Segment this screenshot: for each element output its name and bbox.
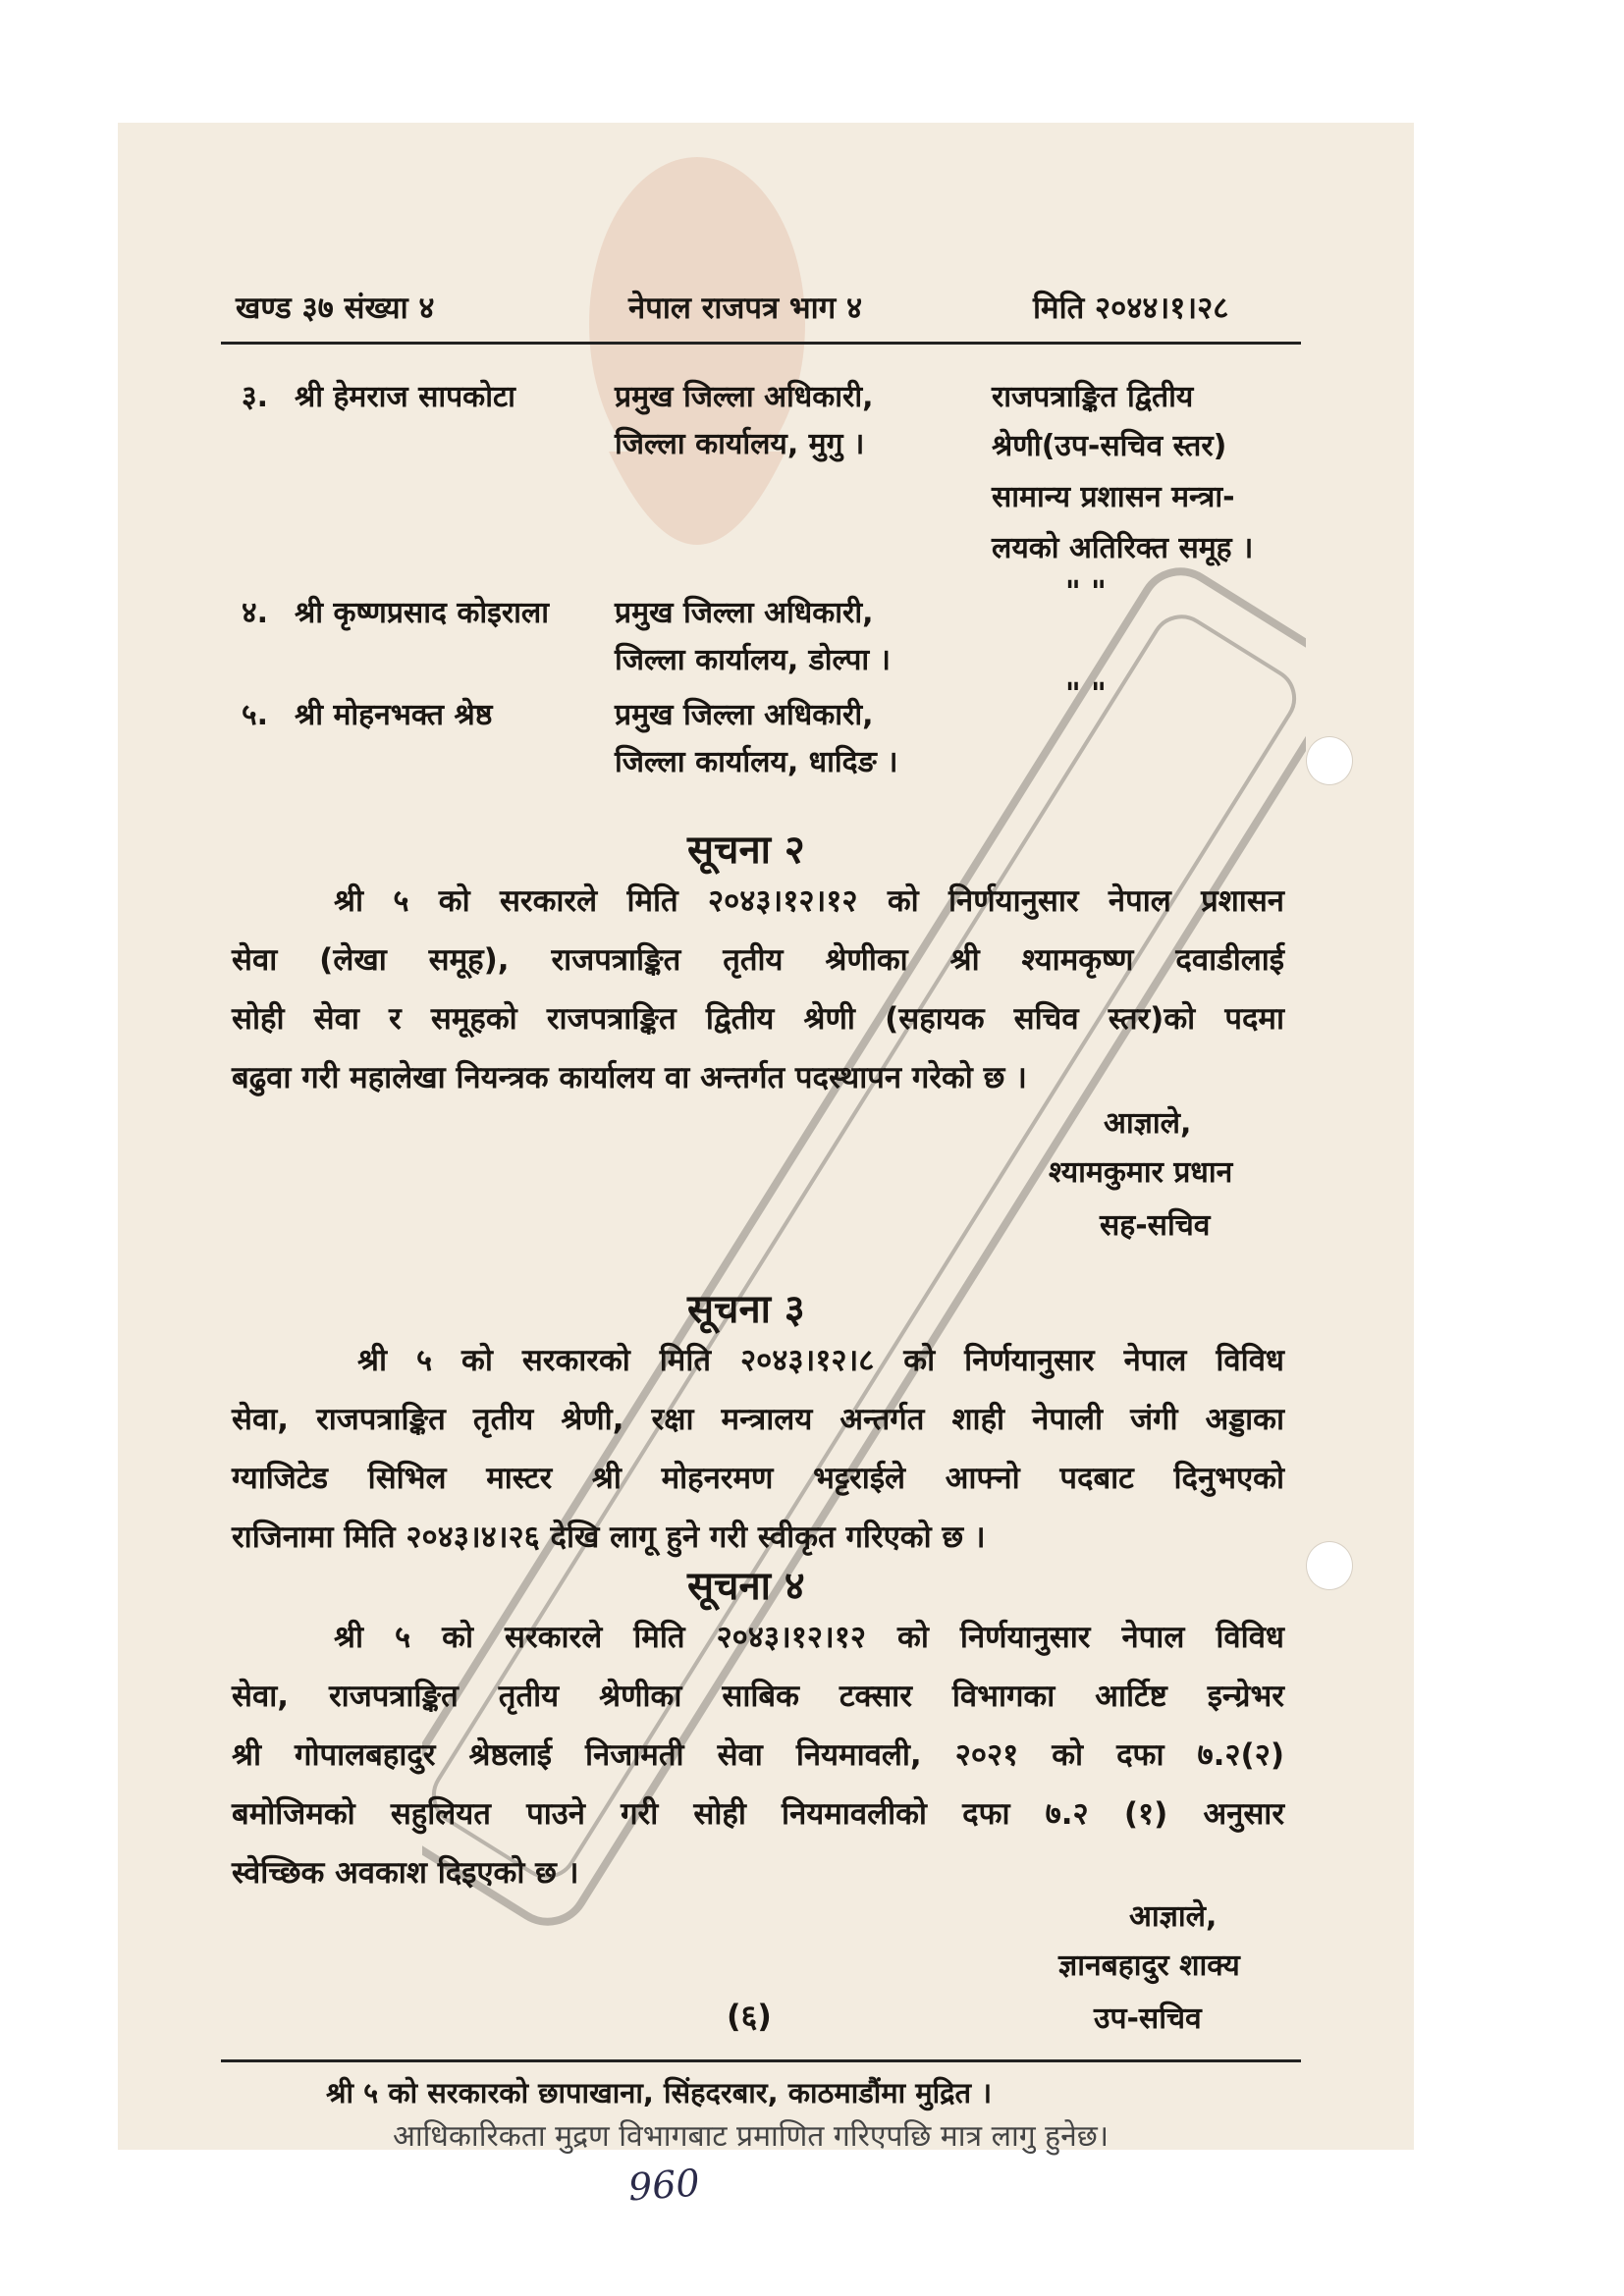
- notice-2-signatory-name: श्यामकुमार प्रधान: [1049, 1155, 1233, 1190]
- entry-office: जिल्ला कार्यालय, मुगु ।: [615, 427, 865, 461]
- notice-4-signatory-title: उप-सचिव: [1094, 2002, 1202, 2036]
- notice-2-line: सोही सेवा र समूहको राजपत्राङ्कित द्वितीय श्रेणी (सहायक सचिव स्तर)को पदमा: [232, 1001, 1284, 1037]
- notice-3-body: [232, 1331, 1284, 1567]
- entry-number: ३.: [242, 380, 268, 414]
- entry-post: प्रमुख जिल्ला अधिकारी,: [615, 596, 874, 630]
- authority-note: आधिकारिकता मुद्रण विभागबाट प्रमाणित गरिएपछि मात्र लागु हुनेछ।: [393, 2119, 1110, 2154]
- notice-4-line: स्वेच्छिक अवकाश दिइएको छ ।: [232, 1855, 579, 1891]
- notice-4-line: श्री ५ को सरकारले मिति २०४३।१२।१२ को निर्णयानुसार नेपाल विविध: [334, 1620, 1284, 1655]
- notice-3-line: राजिनामा मिति २०४३।४।२६ देखि लागू हुने गरी स्वीकृत गरिएको छ ।: [232, 1520, 986, 1555]
- header-volume: खण्ड ३७ संख्या ४: [236, 291, 435, 326]
- notice-4-line: बमोजिमको सहुलियत पाउने गरी सोही नियमावलीको दफा ७.२ (१) अनुसार: [232, 1796, 1284, 1832]
- notice-4-signatory-name: ज्ञानबहादुर शाक्य: [1058, 1949, 1240, 1983]
- entry-office: जिल्ला कार्यालय, डोल्पा ।: [615, 643, 891, 677]
- notice-3-line: श्री ५ को सरकारको मिति २०४३।१२।८ को निर्णयानुसार नेपाल विविध: [357, 1343, 1284, 1378]
- notice-3-line: सेवा, राजपत्राङ्कित तृतीय श्रेणी, रक्षा मन्त्रालय अन्तर्गत शाही नेपाली जंगी अड्डाका: [232, 1402, 1284, 1437]
- handwritten-number: 960: [626, 2161, 701, 2210]
- notice-4-title: सूचना ४: [687, 1564, 805, 1609]
- notice-2-by-order: आज्ञाले,: [1104, 1106, 1192, 1141]
- entry-number: ४.: [242, 596, 268, 630]
- entry-ditto: " ": [1065, 575, 1107, 610]
- printer-credit: श्री ५ को सरकारको छापाखाना, सिंहदरबार, काठमाडौंमा मुद्रित ।: [326, 2076, 993, 2109]
- notice-2-body: [232, 872, 1284, 1107]
- notice-4-line: सेवा, राजपत्राङ्कित तृतीय श्रेणीका साबिक टक्सार विभागका आर्टिष्ट इन्ग्रेभर: [232, 1679, 1284, 1714]
- notice-4-line: श्री गोपालबहादुर श्रेष्ठलाई निजामती सेवा नियमावली, २०२१ को दफा ७.२(२): [232, 1737, 1284, 1773]
- notice-2-title: सूचना २: [687, 828, 805, 873]
- entry-number: ५.: [242, 698, 268, 732]
- notice-4-body: [232, 1608, 1284, 1902]
- footer-rule: [221, 2059, 1301, 2062]
- entry-name: श्री हेमराज सापकोटा: [295, 380, 515, 414]
- entry-office: जिल्ला कार्यालय, धादिङ ।: [615, 745, 898, 779]
- punch-hole-top: [1306, 736, 1353, 785]
- punch-hole-bottom: [1306, 1541, 1353, 1590]
- notice-4-by-order: आज्ञाले,: [1129, 1899, 1218, 1934]
- notice-2-line: सेवा (लेखा समूह), राजपत्राङ्कित तृतीय श्रेणीका श्री श्यामकृष्ण दवाडीलाई: [232, 942, 1284, 978]
- entry-name: श्री मोहनभक्त श्रेष्ठ: [295, 698, 493, 732]
- page-number: (६): [727, 1998, 772, 2035]
- entry-rank-line: श्रेणी(उप-सचिव स्तर): [992, 429, 1227, 463]
- notice-3-title: सूचना ३: [687, 1287, 805, 1332]
- header-date: मिति २०४४।१।२८: [1033, 291, 1229, 326]
- header-title: नेपाल राजपत्र भाग ४: [628, 291, 863, 326]
- entry-rank-line: लयको अतिरिक्त समूह ।: [992, 531, 1254, 565]
- entry-rank-line: राजपत्राङ्कित द्वितीय: [992, 380, 1194, 414]
- notice-2-line: बढुवा गरी महालेखा नियन्त्रक कार्यालय वा अन्तर्गत पदस्थापन गरेको छ ।: [232, 1060, 1027, 1095]
- notice-2-signatory-title: सह-सचिव: [1100, 1208, 1211, 1243]
- entry-name: श्री कृष्णप्रसाद कोइराला: [295, 596, 550, 630]
- notice-3-line: ग्याजिटेड सिभिल मास्टर श्री मोहनरमण भट्टराईले आफ्नो पदबाट दिनुभएको: [232, 1461, 1284, 1496]
- entry-post: प्रमुख जिल्ला अधिकारी,: [615, 380, 874, 414]
- entry-rank-line: सामान्य प्रशासन मन्त्रा-: [992, 480, 1235, 514]
- entry-ditto: " ": [1065, 677, 1107, 712]
- notice-2-line: श्री ५ को सरकारले मिति २०४३।१२।१२ को निर्णयानुसार नेपाल प्रशासन: [334, 883, 1284, 919]
- entry-post: प्रमुख जिल्ला अधिकारी,: [615, 698, 874, 732]
- header-rule: [221, 342, 1301, 345]
